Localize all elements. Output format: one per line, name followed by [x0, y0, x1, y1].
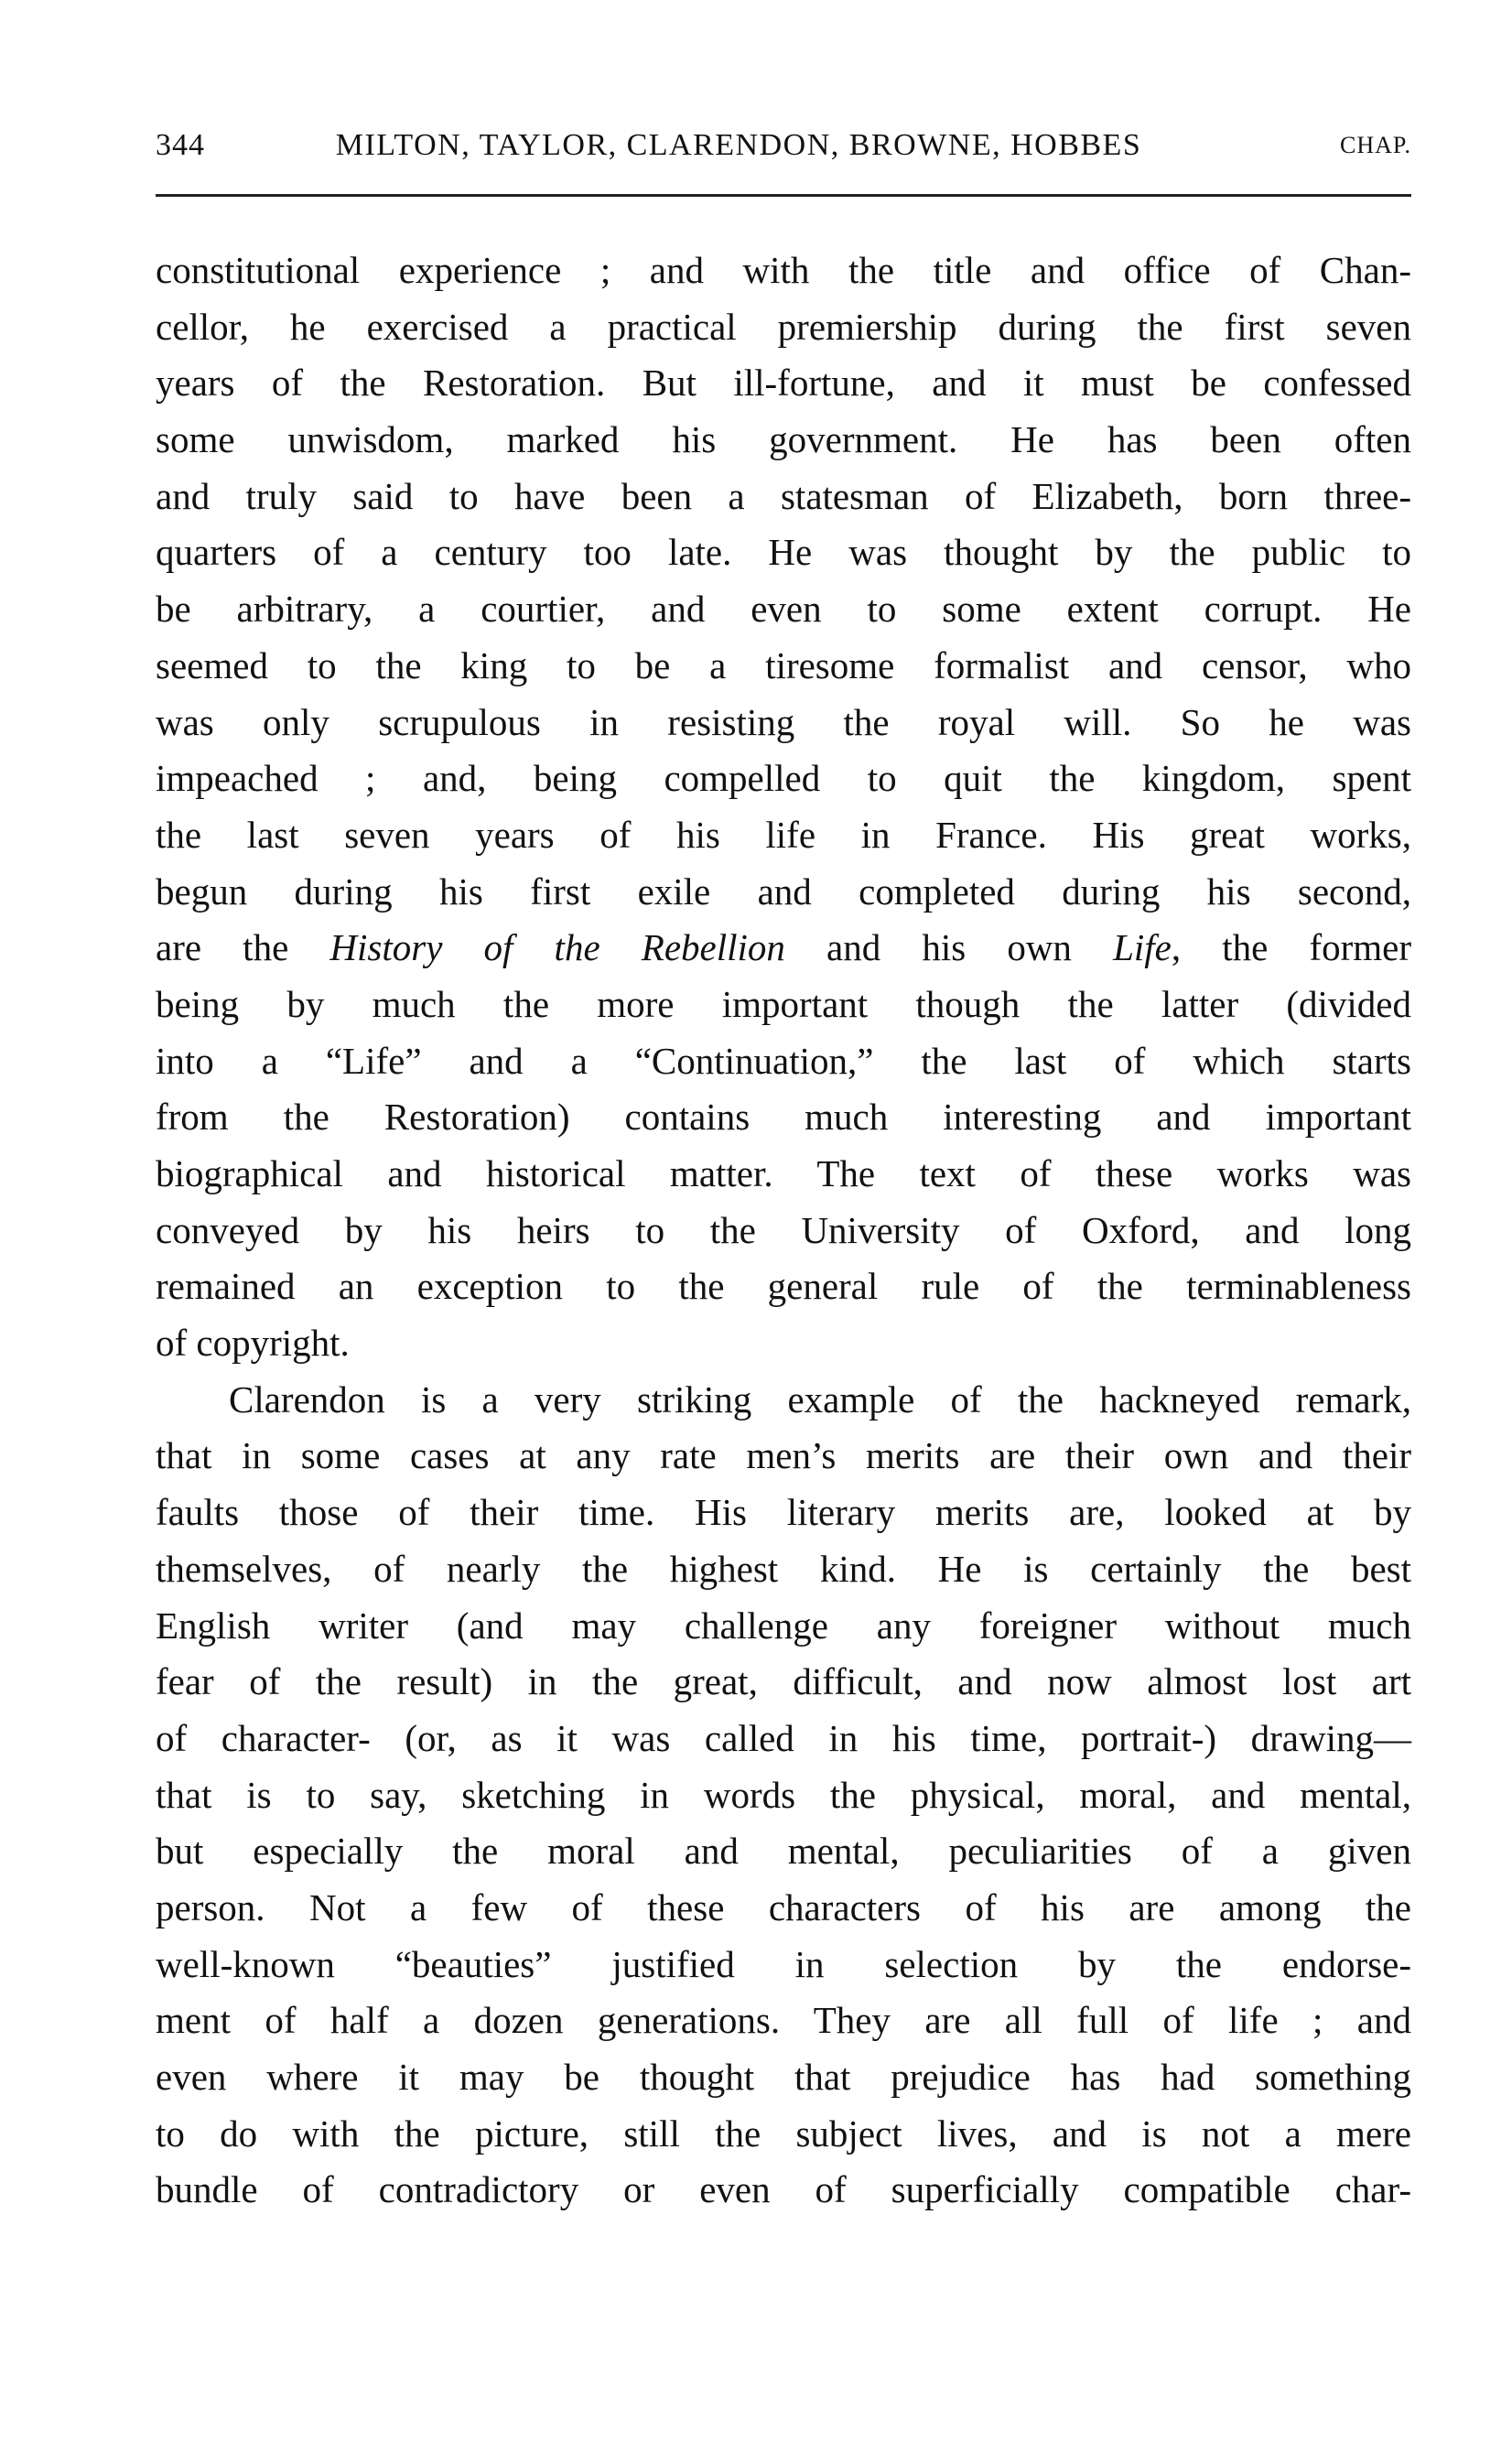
chapter-label: CHAP.: [1340, 132, 1411, 158]
running-title: MILTON, TAYLOR, CLARENDON, BROWNE, HOBBES: [335, 128, 1142, 162]
text-line: even where it may be thought that prejudice has had something: [156, 2056, 1411, 2098]
text-fragment: , the former: [1171, 926, 1412, 969]
text-line: well-known “beauties” justified in selection by the endorse-: [156, 1942, 1411, 1985]
text-fragment: are the: [156, 926, 330, 969]
paragraph-2: [156, 1372, 1411, 2219]
text-line: was only scrupulous in resisting the royal will. So he was: [156, 700, 1411, 743]
header-rule: [156, 194, 1411, 197]
text-line: English writer (and may challenge any foreigner without much: [156, 1604, 1411, 1647]
text-line: biographical and historical matter. The text of these works was: [156, 1152, 1411, 1194]
running-head: [156, 128, 1411, 174]
text-fragment: and his own: [784, 926, 1114, 969]
text-line: some unwisdom, marked his government. He has been often: [156, 418, 1411, 461]
text-line: cellor, he exercised a practical premiership during the first seven: [156, 305, 1411, 348]
text-line: seemed to the king to be a tiresome formalist and censor, who: [156, 643, 1411, 686]
text-line: but especially the moral and mental, peculiarities of a given: [156, 1830, 1411, 1873]
page-number: 344: [156, 128, 205, 162]
text-line: bundle of contradictory or even of superficially compatible char-: [156, 2168, 1411, 2211]
text-line: constitutional experience ; and with the title and office of Chan-: [156, 249, 1411, 291]
text-line-with-titles: [156, 920, 1411, 977]
text-line: conveyed by his heirs to the University of Oxford, and long: [156, 1208, 1411, 1251]
text-line: to do with the picture, still the subject lives, and is not a mere: [156, 2112, 1411, 2155]
body-text: [156, 243, 1411, 2219]
text-line: ment of half a dozen generations. They are all full of life ; and: [156, 1999, 1411, 2042]
text-line: faults those of their time. His literary merits are, looked at by: [156, 1491, 1411, 1534]
text-line: that is to say, sketching in words the physical, moral, and mental,: [156, 1773, 1411, 1816]
text-line: remained an exception to the general rule of the terminableness: [156, 1265, 1411, 1308]
text-line: impeached ; and, being compelled to quit the kingdom, spent: [156, 757, 1411, 800]
text-line: Clarendon is a very striking example of the hackneyed remark,: [229, 1377, 1411, 1421]
text-line: of copyright.: [156, 1322, 350, 1365]
text-line: be arbitrary, a courtier, and even to some extent corrupt. He: [156, 588, 1411, 631]
text-line: from the Restoration) contains much interesting and important: [156, 1096, 1411, 1139]
text-line: into a “Life” and a “Continuation,” the last of which starts: [156, 1039, 1411, 1082]
book-title-life: Life: [1113, 926, 1172, 969]
paragraph-1: [156, 243, 1411, 1372]
text-line: themselves, of nearly the highest kind. He is certainly the best: [156, 1547, 1411, 1590]
text-line: fear of the result) in the great, difficult, and now almost lost art: [156, 1660, 1411, 1703]
text-line: being by much the more important though the latter (divided: [156, 982, 1411, 1025]
text-line: years of the Restoration. But ill-fortune, and it must be confessed: [156, 362, 1411, 405]
text-line: that in some cases at any rate men’s merits are their own and their: [156, 1434, 1411, 1477]
text-line: quarters of a century too late. He was thought by the public to: [156, 531, 1411, 574]
text-line: the last seven years of his life in France. His great works,: [156, 813, 1411, 856]
text-line: person. Not a few of these characters of his are among the: [156, 1885, 1411, 1928]
text-line: and truly said to have been a statesman of Elizabeth, born three-: [156, 474, 1411, 517]
text-line: begun during his first exile and completed during his second,: [156, 870, 1411, 913]
book-title-history-of-the-rebellion: History of the Rebellion: [329, 926, 785, 969]
text-line: of character- (or, as it was called in his time, portrait-) drawing—: [156, 1716, 1411, 1759]
